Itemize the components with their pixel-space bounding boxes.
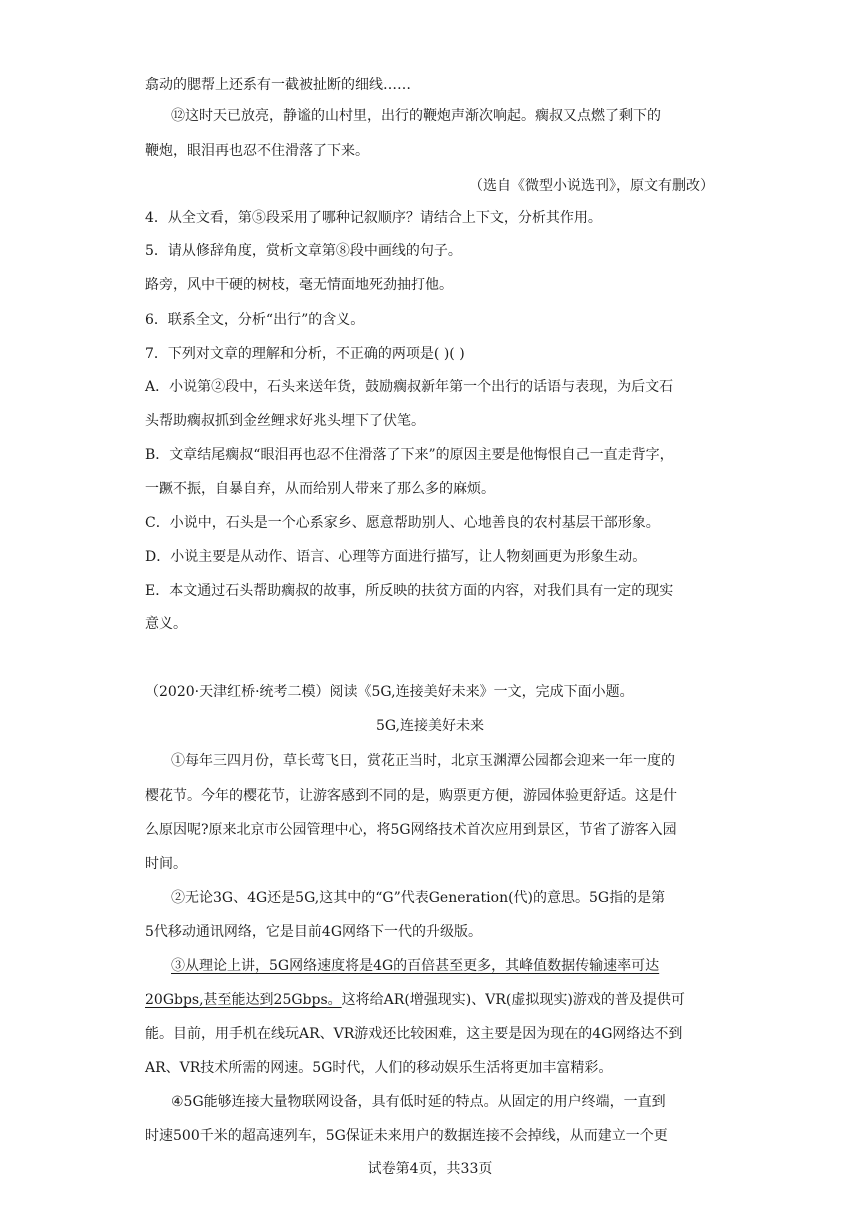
option-e-line-1: E．本文通过石头帮助瘸叔的故事，所反映的扶贫方面的内容，对我们具有一定的现实 (145, 583, 674, 599)
option-c: C．小说中，石头是一个心系家乡、愿意帮助别人、心地善良的农村基层干部形象。 (145, 515, 660, 531)
article-title: 5G,连接美好未来 (375, 718, 485, 734)
article-p3-underlined-1: ③从理论上讲，5G网络速度将是4G的百倍甚至更多，其峰值数据传输速率可达 (171, 958, 660, 974)
question-4: 4．从全文看，第⑤段采用了哪种记叙顺序？请结合上下文，分析其作用。 (145, 210, 602, 226)
story-paragraph-12: ⑫这时天已放亮，静谧的山村里，出行的鞭炮声渐次响起。瘸叔又点燃了剩下的 (171, 108, 661, 124)
story-line-3: 鞭炮，眼泪再也忍不住滑落了下来。 (145, 143, 369, 159)
article-p4-line-1: ④5G能够连接大量物联网设备，具有低时延的特点。从固定的用户终端，一直到 (171, 1094, 666, 1110)
story-source: （选自《微型小说选刊》，原文有删改） (469, 178, 714, 194)
article-p1-line-4: 时间。 (145, 856, 187, 872)
article-p3-line-4: AR、VR技术所需的网速。5G时代，人们的移动娱乐生活将更加丰富精彩。 (145, 1060, 613, 1076)
question-5: 5．请从修辞角度，赏析文章第⑧段中画线的句子。 (145, 243, 462, 259)
question-7: 7．下列对文章的理解和分析，不正确的两项是( )( ) (145, 346, 465, 362)
question-5-quote: 路旁，风中干硬的树枝，毫无情面地死劲抽打他。 (145, 277, 453, 293)
story-line-1: 翕动的腮帮上还系有一截被扯断的细线…… (145, 77, 411, 93)
article-p3-rest: 这将给AR(增强现实)、VR(虚拟现实)游戏的普及提供可 (341, 992, 685, 1008)
article-p2-line-2: 5代移动通讯网络，它是目前4G网络下一代的升级版。 (145, 924, 482, 940)
option-a-line-2: 头帮助瘸叔抓到金丝鲤求好兆头埋下了伏笔。 (145, 413, 425, 429)
question-6: 6．联系全文，分析“出行”的含义。 (145, 312, 365, 328)
article-p1-line-3: 么原因呢?原来北京市公园管理中心，将5G网络技术首次应用到景区，节省了游客入园 (145, 822, 677, 838)
option-b-line-2: 一蹶不振，自暴自弃，从而给别人带来了那么多的麻烦。 (145, 481, 495, 497)
article-p3-line-3: 能。目前，用手机在线玩AR、VR游戏还比较困难，这主要是因为现在的4G网络达不到 (145, 1026, 683, 1042)
article-p3-underlined-2: 20Gbps,甚至能达到25Gbps。 (145, 992, 342, 1008)
article-p1-line-1: ①每年三四月份，草长莺飞日，赏花正当时，北京玉渊潭公园都会迎来一年一度的 (171, 753, 675, 769)
option-e-line-2: 意义。 (145, 616, 187, 632)
option-b-line-1: B．文章结尾瘸叔“眼泪再也忍不住滑落了下来”的原因主要是他悔恨自己一直走背字， (145, 447, 674, 463)
article-p2-line-1: ②无论3G、4G还是5G,这其中的“G”代表Generation(代)的意思。5G指的是第 (171, 890, 666, 906)
article-p1-line-2: 樱花节。今年的樱花节，让游客感到不同的是，购票更方便，游园体验更舒适。这是什 (145, 788, 677, 804)
article-p4-line-2: 时速500千米的超高速列车，5G保证未来用户的数据连接不会掉线，从而建立一个更 (145, 1128, 668, 1144)
reading-intro: （2020·天津红桥·统考二模）阅读《5G,连接美好未来》一文，完成下面小题。 (145, 684, 634, 700)
option-a-line-1: A．小说第②段中，石头来送年货，鼓励瘸叔新年第一个出行的话语与表现，为后文石 (145, 379, 674, 395)
option-d: D．小说主要是从动作、语言、心理等方面进行描写，让人物刻画更为形象生动。 (145, 549, 647, 565)
article-p3-line-2 (145, 991, 685, 1009)
page-footer: 试卷第4页，共33页 (367, 1161, 493, 1177)
